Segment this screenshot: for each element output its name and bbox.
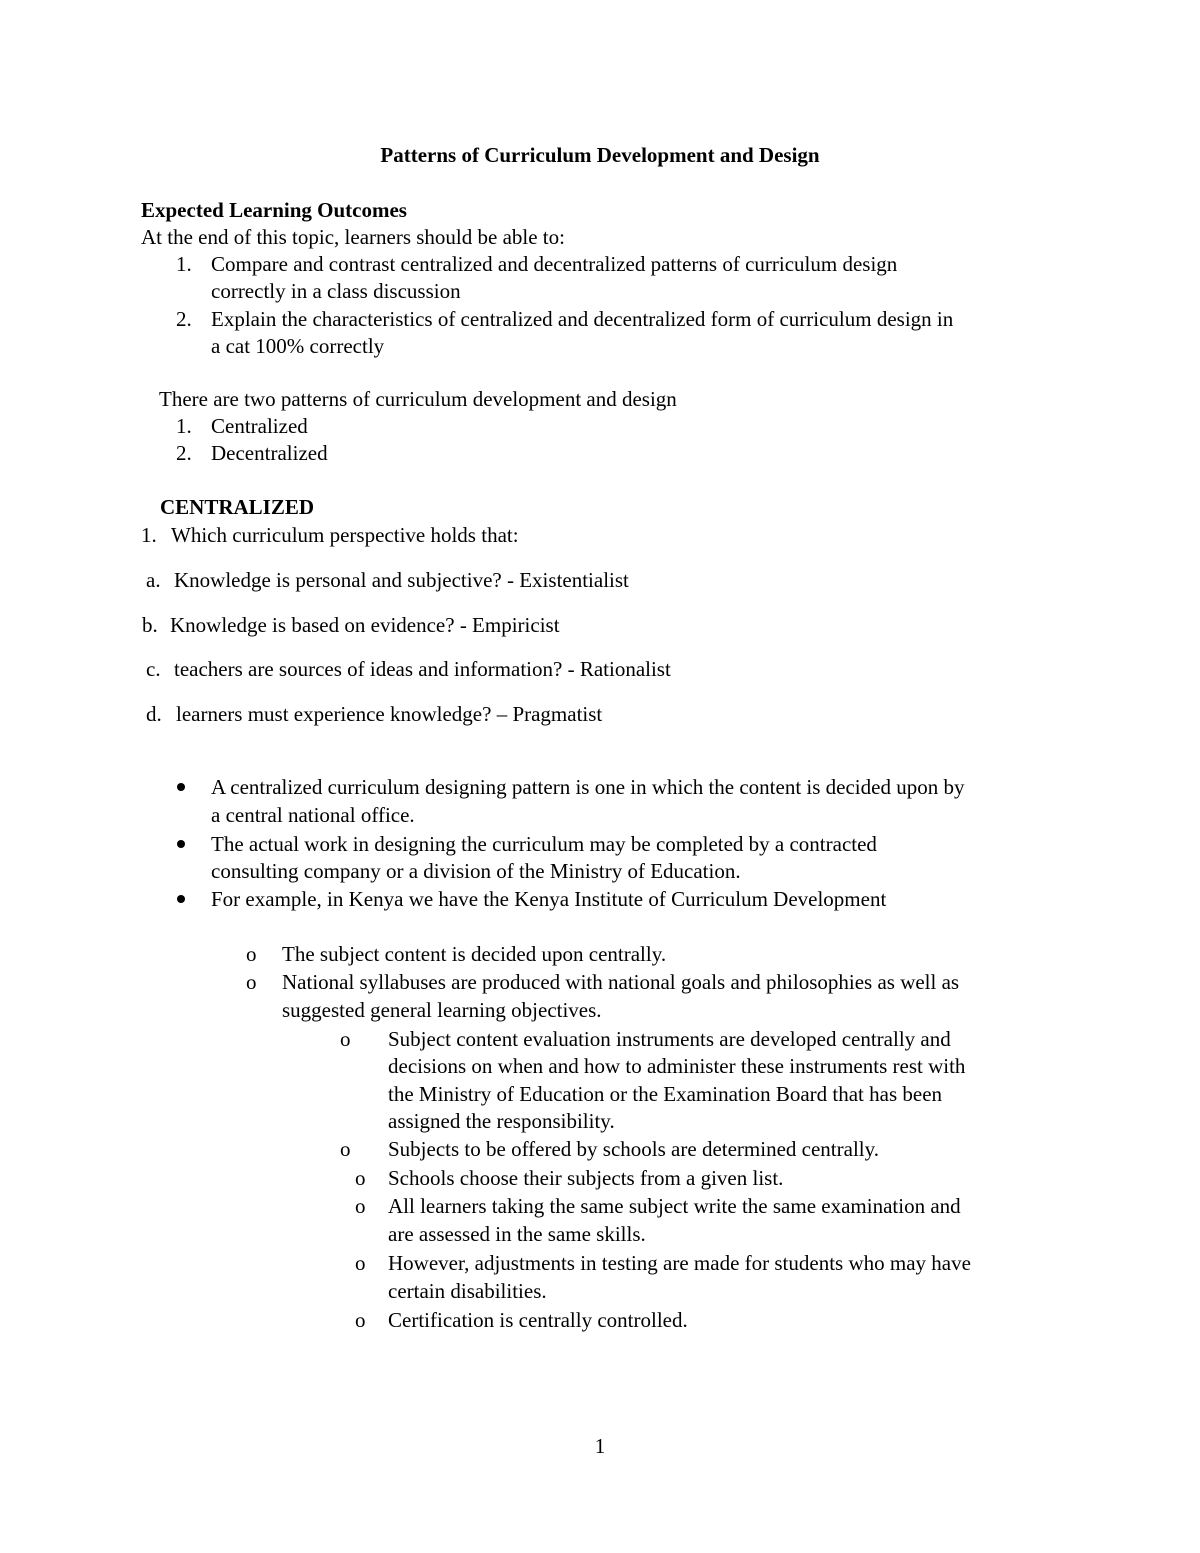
sub-bullet-marker: o	[246, 942, 257, 966]
deep-bullet-item: However, adjustments in testing are made for students who may have	[388, 1251, 971, 1275]
pattern-number: 1.	[176, 414, 192, 438]
sub-bullet-marker: o	[246, 970, 257, 994]
deep-bullet-item: Schools choose their subjects from a given list.	[388, 1166, 784, 1190]
deep-bullet-item-continued: assigned the responsibility.	[388, 1109, 615, 1133]
pattern-number: 2.	[176, 441, 192, 465]
outcome-number: 1.	[176, 252, 192, 276]
page-number: 1	[594, 1434, 606, 1458]
outcome-item: Explain the characteristics of centralized and decentralized form of curriculum design in	[211, 307, 954, 331]
deep-bullet-marker: o	[355, 1166, 366, 1190]
patterns-intro: There are two patterns of curriculum development and design	[159, 387, 677, 411]
answer-text: Knowledge is personal and subjective? - Existentialist	[174, 568, 629, 592]
deep-bullet-marker: o	[355, 1194, 366, 1218]
deep-bullet-item-continued: are assessed in the same skills.	[388, 1222, 646, 1246]
sub-bullet-item: The subject content is decided upon centrally.	[282, 942, 667, 966]
deep-bullet-item: Subject content evaluation instruments are developed centrally and	[388, 1027, 951, 1051]
outcome-item: Compare and contrast centralized and decentralized patterns of curriculum design	[211, 252, 898, 276]
bullet-item-continued: consulting company or a division of the Ministry of Education.	[211, 859, 741, 883]
question-number: 1.	[141, 523, 157, 547]
deep-bullet-marker: o	[340, 1137, 351, 1161]
sub-bullet-item: National syllabuses are produced with national goals and philosophies as well as	[282, 970, 960, 994]
deep-bullet-marker: o	[355, 1308, 366, 1332]
bullet-icon	[177, 840, 185, 848]
answer-letter: d.	[146, 702, 162, 726]
bullet-item-continued: a central national office.	[211, 803, 415, 827]
answer-text: learners must experience knowledge? – Pragmatist	[176, 702, 603, 726]
deep-bullet-item: Subjects to be offered by schools are determined centrally.	[388, 1137, 879, 1161]
deep-bullet-item: Certification is centrally controlled.	[388, 1308, 688, 1332]
pattern-item: Decentralized	[211, 441, 328, 465]
centralized-heading: CENTRALIZED	[160, 495, 315, 519]
bullet-item: For example, in Kenya we have the Kenya Institute of Curriculum Development	[211, 887, 887, 911]
deep-bullet-item: All learners taking the same subject write the same examination and	[388, 1194, 961, 1218]
outcome-number: 2.	[176, 307, 192, 331]
deep-bullet-marker: o	[355, 1251, 366, 1275]
sub-bullet-item-continued: suggested general learning objectives.	[282, 998, 602, 1022]
outcomes-intro: At the end of this topic, learners should be able to:	[141, 225, 565, 249]
deep-bullet-item-continued: certain disabilities.	[388, 1279, 547, 1303]
question-text: Which curriculum perspective holds that:	[171, 523, 519, 547]
page-title: Patterns of Curriculum Development and Design	[380, 143, 820, 167]
answer-letter: b.	[142, 613, 158, 637]
outcome-item-continued: a cat 100% correctly	[211, 334, 385, 358]
bullet-item: The actual work in designing the curriculum may be completed by a contracted	[211, 832, 877, 856]
outcomes-heading: Expected Learning Outcomes	[141, 198, 407, 222]
outcome-item-continued: correctly in a class discussion	[211, 279, 461, 303]
deep-bullet-item-continued: the Ministry of Education or the Examination Board that has been	[388, 1082, 943, 1106]
pattern-item: Centralized	[211, 414, 308, 438]
answer-text: Knowledge is based on evidence? - Empiricist	[170, 613, 560, 637]
answer-letter: a.	[146, 568, 161, 592]
deep-bullet-marker: o	[340, 1027, 351, 1051]
bullet-item: A centralized curriculum designing pattern is one in which the content is decided upon by	[211, 775, 965, 799]
bullet-icon	[177, 783, 185, 791]
answer-text: teachers are sources of ideas and information? - Rationalist	[174, 657, 671, 681]
deep-bullet-item-continued: decisions on when and how to administer these instruments rest with	[388, 1054, 966, 1078]
answer-letter: c.	[146, 657, 161, 681]
bullet-icon	[177, 895, 185, 903]
